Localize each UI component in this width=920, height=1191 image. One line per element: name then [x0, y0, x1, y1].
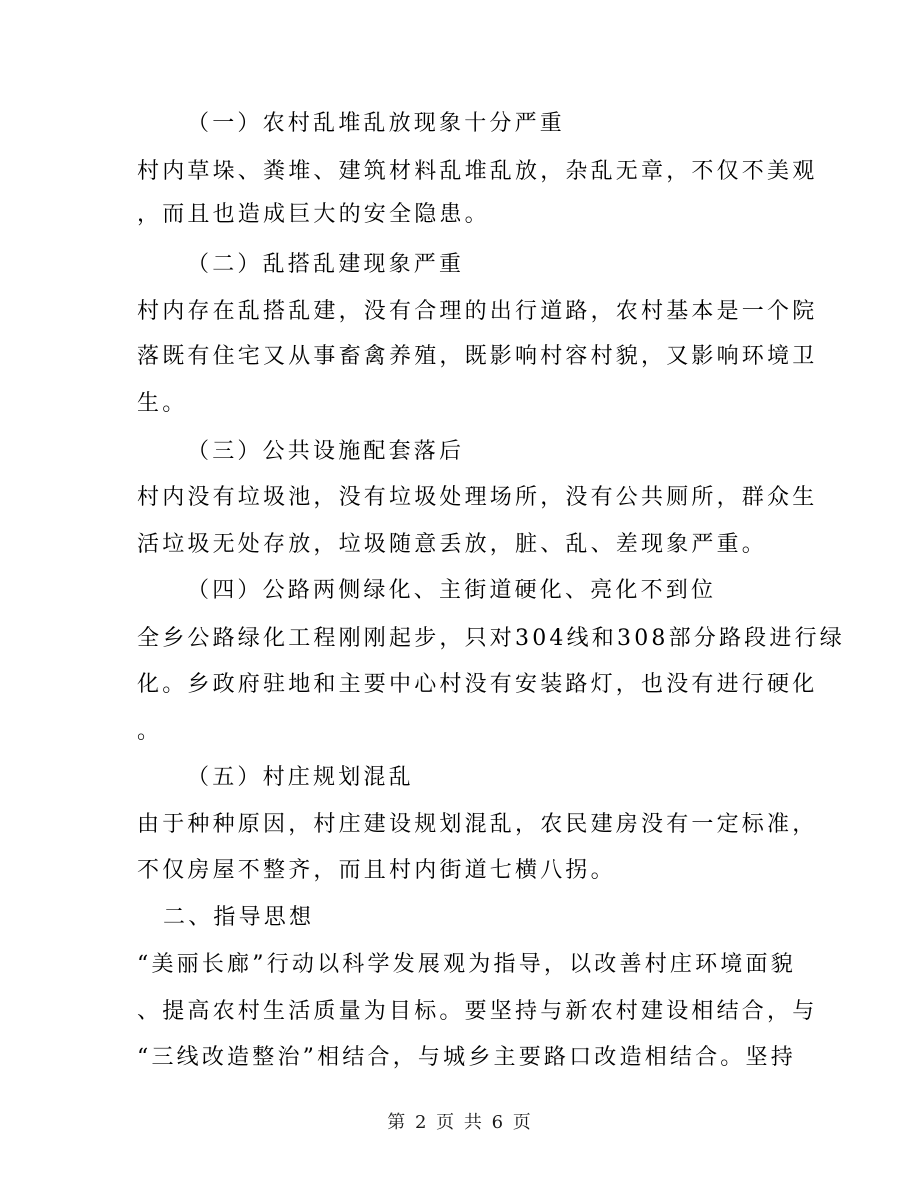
subheading-2: （二）乱搭乱建现象严重: [187, 252, 465, 277]
paragraph-line: “三线改造整治”相结合，与城乡主要路口改造相结合。坚持: [137, 1045, 796, 1070]
paragraph-line: 由于种种原因，村庄建设规划混乱，农民建房没有一定标准，: [137, 812, 818, 837]
paragraph-line: 村内没有垃圾池，没有垃圾处理场所，没有公共厕所，群众生: [137, 485, 818, 510]
paragraph-line: 。: [137, 719, 163, 744]
paragraph-line: 村内草垛、粪堆、建筑材料乱堆乱放，杂乱无章，不仅不美观: [137, 159, 818, 184]
paragraph-line: 活垃圾无处存放，垃圾随意丢放，脏、乱、差现象严重。: [137, 532, 768, 557]
paragraph-line: ，而且也造成巨大的安全隐患。: [137, 202, 490, 227]
subheading-1: （一）农村乱堆乱放现象十分严重: [187, 111, 566, 136]
subheading-3: （三）公共设施配套落后: [187, 439, 465, 464]
page-number-footer: 第 2 页 共 6 页: [387, 1112, 533, 1133]
paragraph-line: 、提高农村生活质量为目标。要坚持与新农村建设相结合，与: [137, 999, 818, 1024]
paragraph-line: 村内存在乱搭乱建，没有合理的出行道路，农村基本是一个院: [137, 299, 818, 324]
paragraph-line: 全乡公路绿化工程刚刚起步，只对304线和308部分路段进行绿: [137, 626, 845, 651]
paragraph-line: 化。乡政府驻地和主要中心村没有安装路灯，也没有进行硬化: [137, 672, 818, 697]
paragraph-line: 落既有住宅又从事畜禽养殖，既影响村容村貌，又影响环境卫: [137, 344, 818, 369]
paragraph-line: “美丽长廊”行动以科学发展观为指导，以改善村庄环境面貌: [137, 952, 796, 977]
subheading-4: （四）公路两侧绿化、主街道硬化、亮化不到位: [187, 578, 717, 603]
paragraph-line: 生。: [137, 391, 188, 416]
subheading-5: （五）村庄规划混乱: [187, 765, 414, 790]
paragraph-line: 不仅房屋不整齐，而且村内街道七横八拐。: [137, 858, 616, 883]
section-heading-2: 二、指导思想: [163, 905, 315, 930]
